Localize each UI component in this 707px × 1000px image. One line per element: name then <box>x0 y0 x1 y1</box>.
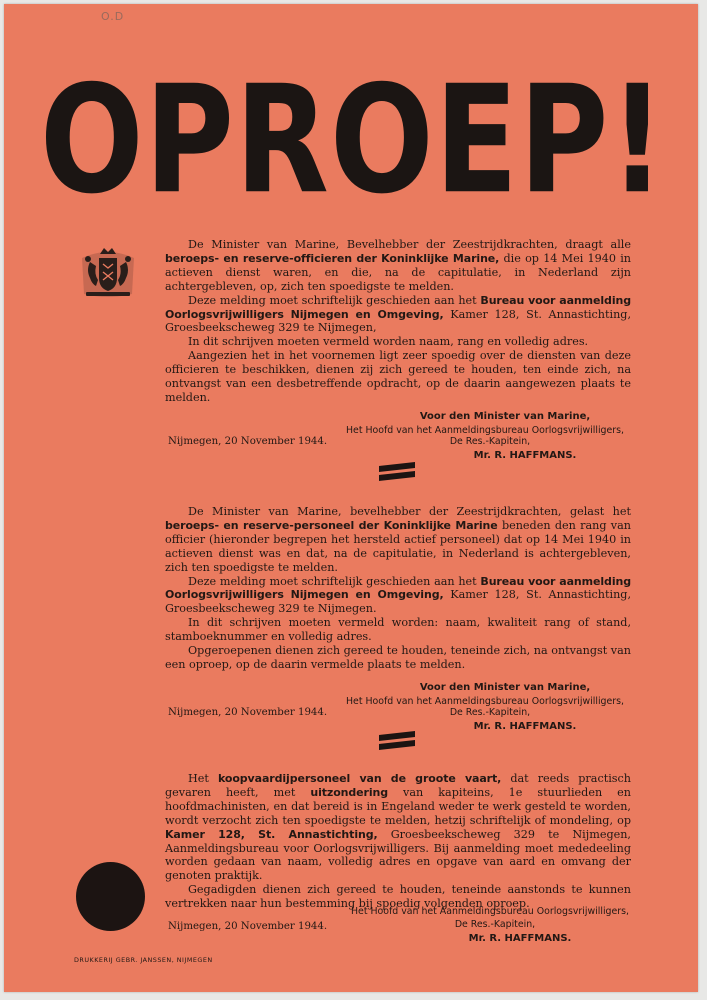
printer-credit: DRUKKERIJ GEBR. JANSSEN, NIJMEGEN <box>74 956 213 964</box>
pencil-mark: O.D <box>101 10 125 23</box>
paragraph: De Minister van Marine, bevelhebber der Zeestrijdkrachten, gelast het beroeps- en reserve-personeel der Koninklijke Marine beneden den rang van officier (hieronder begrepen het hersteld actief personeel) dat op 14 Mei 1940 in actieven dienst was en dat, na de capitulatie, in Nederland is achtergebleven, zich ten spoedigste te melden. <box>165 505 631 574</box>
signature-block: Voor den Minister van Marine, Het Hoofd van het Aanmeldingsbureau Oorlogsvrijwilligers, De Res.-Kapitein, Mr. R. HAFFMANS. <box>346 682 624 732</box>
paragraph: De Minister van Marine, Bevelhebber der Zeestrijdkrachten, draagt alle beroeps- en reserve-officieren der Koninklijke Marine, die op 14 Mei 1940 in actieven dienst waren, en die, na de capitulatie, in Nederland zijn achtergebleven, op, zich ten spoedigste te melden. <box>165 238 632 293</box>
section-personnel <box>165 505 631 672</box>
black-dot <box>76 862 145 931</box>
signature-block: Het Hoofd van het Aanmeldingsbureau Oorlogsvrijwilligers, De Res.-Kapitein, Mr. R. HAFFMANS. <box>351 906 629 944</box>
paragraph: In dit schrijven moeten vermeld worden naam, rang en volledig adres. <box>188 335 589 349</box>
section-officers <box>165 238 631 405</box>
section-merchant-navy <box>165 772 631 911</box>
date-line: Nijmegen, 20 November 1944. <box>168 707 328 718</box>
paragraph: Aangezien het in het voornemen ligt zeer spoedig over de diensten van deze officieren te beschikken, dienen zij zich gereed te houden, ten einde zich, na ontvangst van een desbetreffende opdracht, op de daarin aangewezen plaats te melden. <box>165 349 631 404</box>
paragraph: In dit schrijven moeten vermeld worden: naam, kwaliteit rang of stand, stamboeknummer en volledig adres. <box>165 616 631 644</box>
poster-title: OPROEP! <box>39 53 667 227</box>
separator-mark <box>377 729 417 751</box>
paragraph: Deze melding moet schriftelijk geschieden aan het Bureau voor aanmelding Oorlogsvrijwilligers Nijmegen en Omgeving, Kamer 128, St. Annastichting, Groesbeekscheweg 329 te Nijmegen, <box>165 293 632 335</box>
date-line: Nijmegen, 20 November 1944. <box>168 436 328 447</box>
date-line: Nijmegen, 20 November 1944. <box>168 921 328 932</box>
royal-coat-of-arms-icon <box>74 244 142 300</box>
signature-block: Voor den Minister van Marine, Het Hoofd van het Aanmeldingsbureau Oorlogsvrijwilligers, De Res.-Kapitein, Mr. R. HAFFMANS. <box>346 411 624 461</box>
paragraph: Deze melding moet schriftelijk geschieden aan het Bureau voor aanmelding Oorlogsvrijwilligers Nijmegen en Omgeving, Kamer 128, St. Annastichting, Groesbeekscheweg 329 te Nijmegen. <box>165 574 632 616</box>
paragraph: Gegadigden dienen zich gereed te houden, teneinde aanstonds te kunnen vertrekken naar hun bestemming bij spoedig volgenden oproep. <box>165 883 631 911</box>
separator-mark <box>377 460 417 482</box>
paragraph: Opgeroepenen dienen zich gereed te houden, teneinde zich, na ontvangst van een oproep, op de daarin vermelde plaats te melden. <box>165 644 631 671</box>
paragraph: Het koopvaardijpersoneel van de groote vaart, dat reeds practisch gevaren heeft, met uitzondering van kapiteins, 1e stuurlieden en hoofdmachinisten, en dat bereid is in Engeland weder te werk gesteld te worden, wordt verzocht zich ten spoedigste te melden, hetzij schriftelijk of mondeling, op Kamer 128, St. Annastichting, Groesbeekscheweg 329 te Nijmegen, Aanmeldingsbureau voor Oorlogsvrijwilligers. Bij aanmelding moet mededeeling worden gedaan van naam, volledig adres en opgave van aard en omvang der genoten praktijk. <box>165 772 631 883</box>
